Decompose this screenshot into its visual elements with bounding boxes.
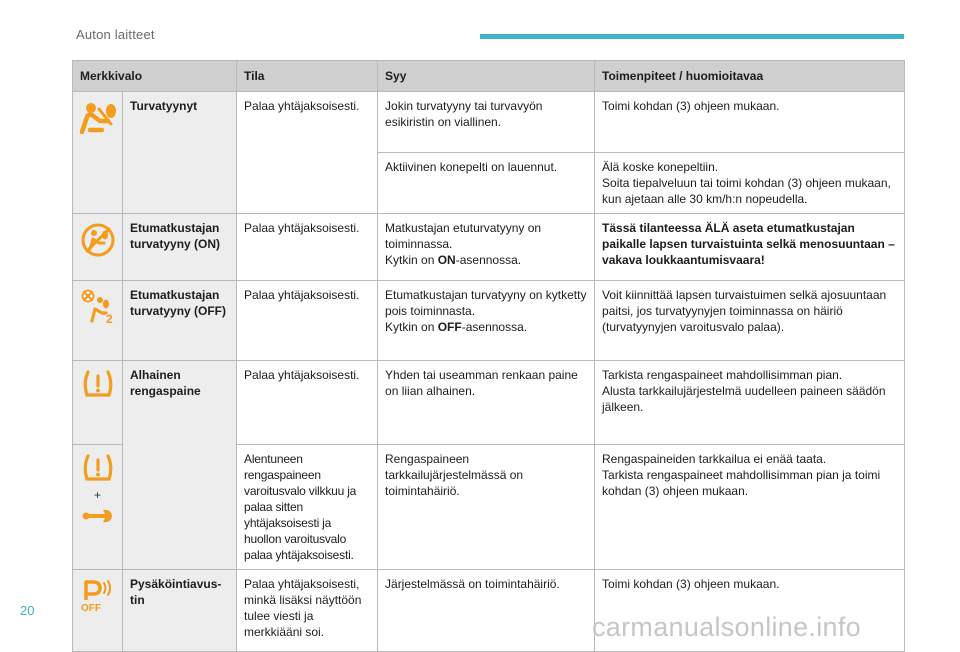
icon-cell (73, 445, 123, 570)
toimenpide-line: Tarkista rengaspaineet mahdollisimman pian. (602, 368, 843, 382)
syy-cell: Aktiivinen konepelti on lauennut. (378, 153, 595, 214)
plus-sign: + (93, 488, 101, 502)
column-header-merkkivalo: Merkkivalo (73, 61, 237, 92)
tyre-pressure-icon (77, 453, 118, 483)
warning-lights-table (72, 60, 905, 652)
table-row (73, 361, 905, 445)
toimenpiteet-cell (595, 153, 905, 214)
tila-cell: Palaa yhtäjaksoisesti. (237, 214, 378, 281)
toimenpide-line: Alusta tarkkailujärjestelmä uudelleen paineen säädön jälkeen. (602, 384, 886, 414)
syy-cell: Yhden tai useamman renkaan paine on liian alhainen. (378, 361, 595, 445)
tila-cell: Alentuneen rengaspaineen varoitusvalo vilkkuu ja palaa sitten yhtäjaksoisesti ja huollon varoitusvalo palaa yhtäjaksoisesti. (237, 445, 378, 570)
toimenpiteet-cell (595, 361, 905, 445)
syy-cell: Järjestelmässä on toimintahäiriö. (378, 570, 595, 652)
icon-cell (73, 92, 123, 214)
syy-cell (378, 281, 595, 361)
table-row (73, 92, 905, 153)
table-row (73, 281, 905, 361)
toimenpide-line: Älä koske konepeltiin. (602, 160, 719, 174)
light-name-turvatyynyt: Turvatyynyt (123, 92, 237, 214)
parking-sensor-off-icon (77, 578, 118, 612)
syy-line: Matkustajan etuturvatyyny on toiminnassa. (385, 221, 542, 251)
parking-off-label: OFF (80, 603, 101, 612)
switch-state-on: ON (437, 253, 456, 267)
syy-line-prefix: Kytkin on (385, 253, 438, 267)
syy-line-prefix: Kytkin on (385, 320, 438, 334)
passenger-airbag-off-icon (77, 289, 118, 325)
syy-cell (378, 214, 595, 281)
toimenpiteet-cell: Toimi kohdan (3) ohjeen mukaan. (595, 92, 905, 153)
icon-cell (73, 570, 123, 652)
header-accent-bar (480, 34, 904, 39)
airbag-warning-icon (77, 100, 118, 134)
syy-cell: Rengaspaineen tarkkailujärjestelmässä on toimintahäiriö. (378, 445, 595, 570)
light-name-etu-on: Etumatkustajan turvatyyny (ON) (123, 214, 237, 281)
toimenpide-line: Tarkista rengaspaineet mahdollisimman pian ja toimi kohdan (3) ohjeen mukaan. (602, 468, 881, 498)
light-name-etu-off: Etumatkustajan turvatyyny (OFF) (123, 281, 237, 361)
toimenpide-line: Soita tiepalveluun tai toimi kohdan (3) ohjeen mukaan, kun ajetaan alle 30 km/h:n nopeudella. (602, 176, 891, 206)
tila-cell: Palaa yhtäjaksoisesti. (237, 281, 378, 361)
tila-cell: Palaa yhtäjaksoisesti. (237, 361, 378, 445)
icon-cell (73, 361, 123, 445)
syy-cell: Jokin turvatyyny tai turvavyön esikiristin on viallinen. (378, 92, 595, 153)
light-name-rengaspaine: Alhainen rengaspaine (123, 361, 237, 570)
tila-cell: Palaa yhtäjaksoisesti, minkä lisäksi näyttöön tulee viesti ja merkkiääni soi. (237, 570, 378, 652)
wrench-icon (77, 507, 118, 525)
column-header-tila: Tila (237, 61, 378, 92)
table-header-row (73, 61, 905, 92)
column-header-syy: Syy (378, 61, 595, 92)
tyre-pressure-icon (77, 369, 118, 399)
toimenpiteet-cell: Tässä tilanteessa ÄLÄ aseta etumatkustajan paikalle lapsen turvaistuinta selkä menosuuntaan – vakava loukkaantumisvaara! (595, 214, 905, 281)
icon-cell (73, 214, 123, 281)
syy-line: Etumatkustajan turvatyyny on kytketty pois toiminnasta. (385, 288, 587, 318)
toimenpiteet-cell (595, 445, 905, 570)
light-name-pysakointiavustin: Pysäköintiavus-tin (123, 570, 237, 652)
toimenpiteet-cell: Toimi kohdan (3) ohjeen mukaan. (595, 570, 905, 652)
icon-cell (73, 281, 123, 361)
page-number: 20 (20, 603, 35, 618)
header-title: Auton laitteet (76, 27, 155, 42)
syy-line-suffix: -asennossa. (455, 253, 522, 267)
toimenpide-line: Rengaspaineiden tarkkailua ei enää taata. (602, 452, 827, 466)
passenger-airbag-on-icon (77, 222, 118, 258)
toimenpiteet-cell: Voit kiinnittää lapsen turvaistuimen selkä ajosuuntaan paitsi, jos turvatyynyjen toiminnassa on häiriö (turvatyynyjen varoitusvalo palaa). (595, 281, 905, 361)
svg-text:2: 2 (105, 312, 113, 325)
watermark: carmanualsonline.info (592, 612, 861, 642)
tila-cell: Palaa yhtäjaksoisesti. (237, 92, 378, 214)
table-row (73, 214, 905, 281)
column-header-toimenpiteet: Toimenpiteet / huomioitavaa (595, 61, 905, 92)
syy-line-suffix: -asennossa. (461, 320, 528, 334)
switch-state-off: OFF (437, 320, 462, 334)
